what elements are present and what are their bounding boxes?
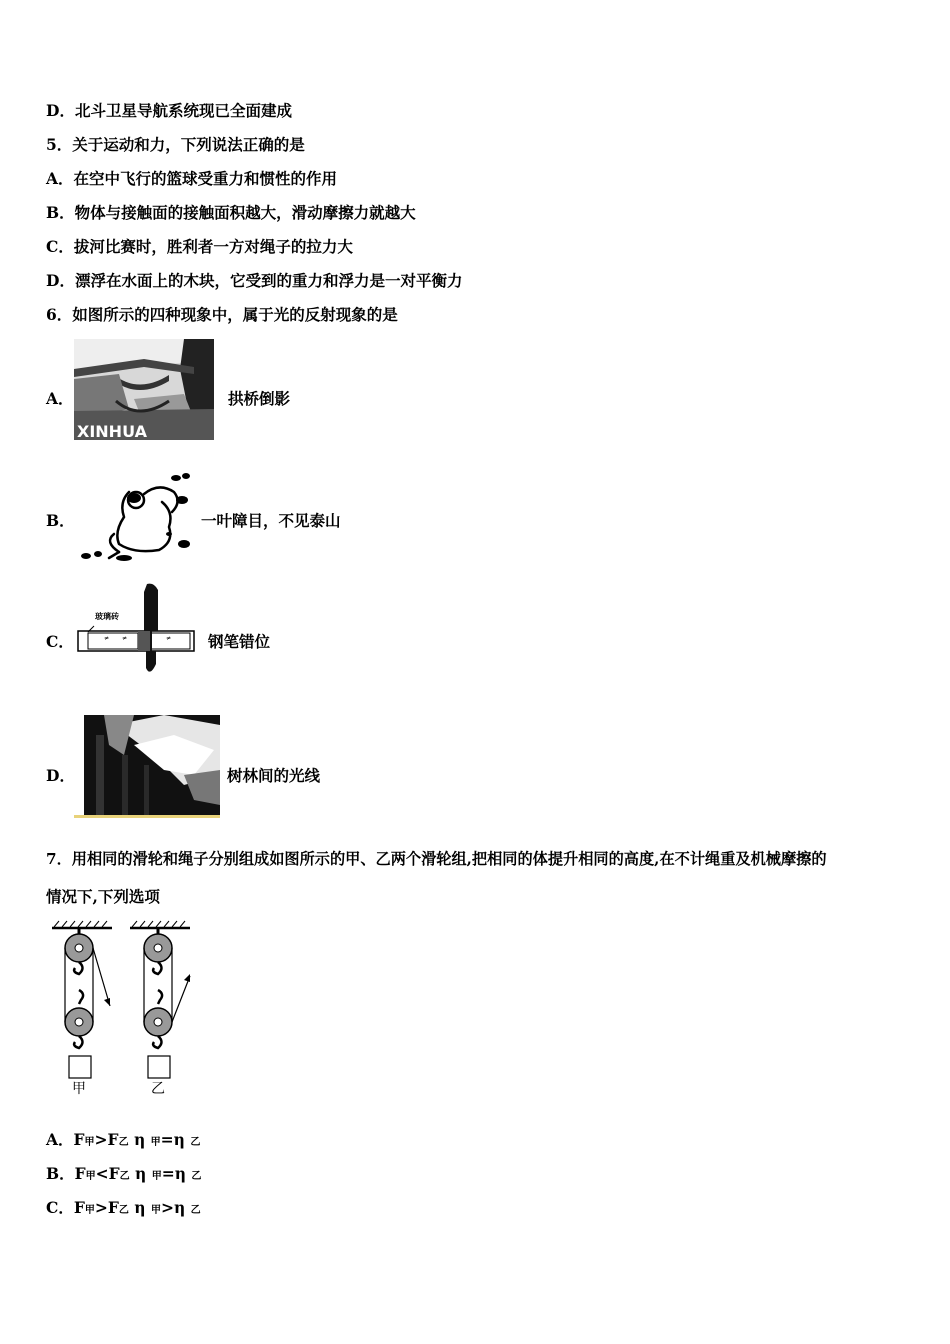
- q5-option-d: D．漂浮在水面上的木块，它受到的重力和浮力是一对平衡力: [46, 271, 463, 290]
- q7-option-c: C．F甲>F乙 η 甲>η 乙: [46, 1198, 201, 1217]
- q6-option-b-letter: B．: [46, 511, 75, 530]
- q7-option-a: A．F甲>F乙 η 甲=η 乙: [46, 1130, 201, 1149]
- q5-option-c: C．拔河比赛时，胜利者一方对绳子的拉力大: [46, 237, 353, 256]
- q6-option-c-caption: 钢笔错位: [208, 632, 271, 651]
- label-jia: 甲: [72, 1081, 86, 1097]
- forest-light-rays-image: [74, 715, 220, 819]
- q7-option-b: B．F甲<F乙 η 甲=η 乙: [46, 1164, 202, 1183]
- pen-behind-glass-diagram: [74, 582, 196, 678]
- q6-stem: 6．如图所示的四种现象中，属于光的反射现象的是: [46, 305, 398, 324]
- q4-option-d: D．北斗卫星导航系统现已全面建成: [46, 101, 292, 120]
- svg-text:≠: ≠: [166, 635, 172, 642]
- label-yi: 乙: [151, 1081, 165, 1097]
- q6-option-a-letter: A．: [46, 389, 74, 408]
- q6-option-d-letter: D．: [46, 766, 75, 785]
- leaf-over-eyes-cartoon: [74, 472, 196, 564]
- q6-option-c-letter: C．: [46, 632, 74, 651]
- glass-brick-label: 玻璃砖: [95, 611, 119, 621]
- q7-stem-line1: 7．用相同的滑轮和绳子分别组成如图所示的甲、乙两个滑轮组,把相同的体提升相同的高度,在不计绳重及机械摩擦的: [46, 850, 827, 868]
- photo-watermark: XINHUA: [77, 422, 147, 440]
- q6-option-a-caption: 拱桥倒影: [228, 389, 291, 408]
- q5-option-a: A．在空中飞行的篮球受重力和惯性的作用: [46, 169, 338, 188]
- q6-option-b-caption: 一叶障目，不见泰山: [201, 511, 341, 530]
- svg-text:≠: ≠: [104, 635, 110, 642]
- svg-text:≠: ≠: [122, 635, 128, 642]
- pulley-systems-diagram: [48, 918, 198, 1100]
- q5-stem: 5．关于运动和力，下列说法正确的是: [46, 135, 305, 154]
- q6-option-d-caption: 树林间的光线: [227, 766, 321, 785]
- q7-stem-line2: 情况下,下列选项: [46, 887, 160, 906]
- pulley-system-jia: [65, 928, 110, 1078]
- bridge-reflection-image: [74, 339, 214, 440]
- q5-option-b: B．物体与接触面的接触面积越大，滑动摩擦力就越大: [46, 203, 416, 222]
- pulley-system-yi: [144, 928, 190, 1078]
